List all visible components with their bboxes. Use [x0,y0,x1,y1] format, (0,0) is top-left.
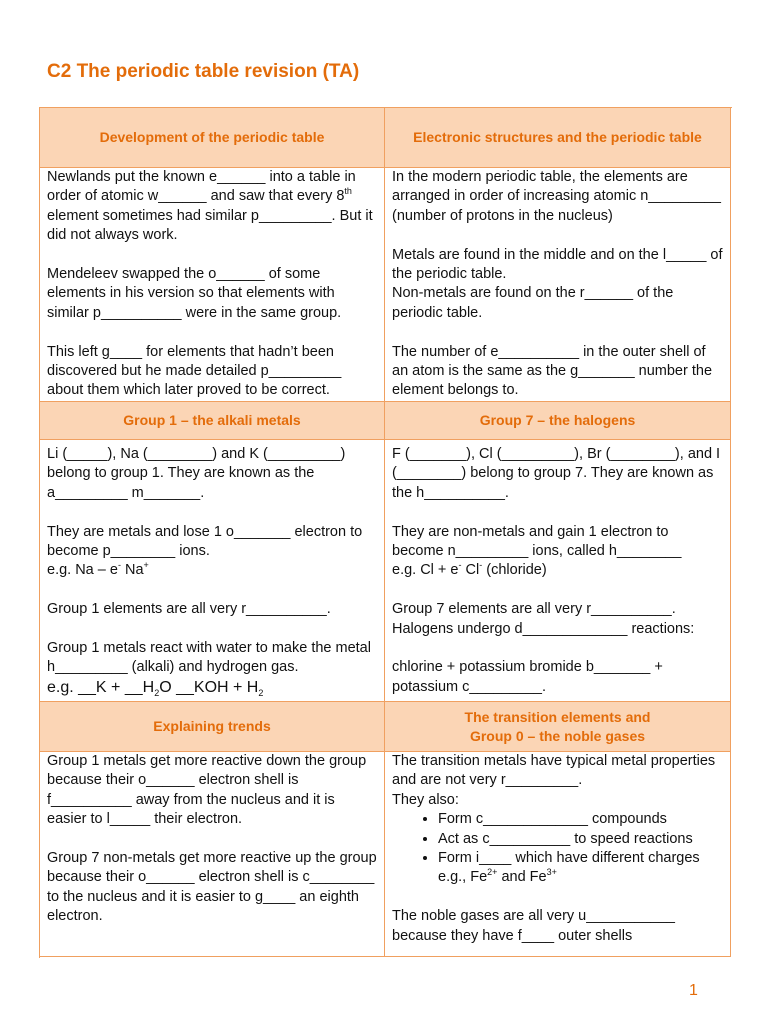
electronic-heading: Electronic structures and the periodic table [385,108,731,168]
transition-bullet-3 [438,849,724,888]
group7-heading: Group 7 – the halogens [385,402,731,440]
transition-body [385,752,731,957]
text-span: e.g. __K + __H [47,678,155,696]
group1-para-4: Group 1 metals react with water to make the metal h_________ (alkali) and hydrogen gas. [47,640,371,676]
trends-heading: Explaining trends [40,702,385,752]
superscript: - [479,560,483,571]
text-span: e.g. Cl + e [392,562,459,579]
group1-para-2: They are metals and lose 1 o_______ electron to become p________ ions. [47,523,363,560]
superscript: 2+ [487,867,498,878]
development-para-2: Mendeleev swapped the o______ of some elements in his version so that elements with similar p__________ were in the same group. [47,266,342,321]
group7-body [385,440,731,702]
text-span: O __KOH + H [159,678,259,696]
group1-equation-2 [47,678,378,697]
trends-para-2: Group 7 non-metals get more reactive up the group because their o______ electron shell is c________ to the nucleus and it is easier to g____ an eighth electron. [47,850,377,925]
revision-table [39,107,732,958]
transition-para-3: The noble gases are all very u___________ because they have f____ outer shells [392,908,675,944]
text-span: Form i____ which have different charges e.g., Fe [438,850,700,886]
trends-para-1: Group 1 metals get more reactive down the group because their o______ electron shell is f__________ away from the nucleus and it is easier to l_____ their electron. [47,753,367,828]
group7-para-4: chlorine + potassium bromide b_______ + potassium c_________. [392,659,663,695]
development-body [40,168,385,402]
text-span: (chloride) [482,562,547,579]
transition-para-2: They also: [392,791,459,808]
subscript: 2 [258,688,264,699]
development-heading: Development of the periodic table [40,108,385,168]
group1-heading: Group 1 – the alkali metals [40,402,385,440]
electronic-para-1: In the modern periodic table, the elements are arranged in order of increasing atomic n_________ (number of protons in the nucleus) [392,169,721,224]
electronic-para-2b: Non-metals are found on the r______ of the periodic table. [392,285,674,321]
group1-para-3: Group 1 elements are all very r__________. [47,601,331,618]
superscript: 3+ [546,867,557,878]
group1-para-1: Li (_____), Na (________) and K (_________) belong to group 1. They are known as the a_________ m_______. [47,446,346,501]
group7-para-2: They are non-metals and gain 1 electron to become n_________ ions, called h________ [392,523,682,560]
development-para-1 [47,168,378,246]
electronic-body [385,168,731,402]
text-span: Cl [461,562,480,579]
transition-heading [385,702,731,752]
page-title: C2 The periodic table revision (TA) [47,61,360,82]
group7-para-3b: Halogens undergo d_____________ reactions: [392,620,695,637]
transition-para-1: The transition metals have typical metal properties and are not very r_________. [392,753,716,789]
superscript: th [344,186,352,197]
electronic-para-2a: Metals are found in the middle and on the l_____ of the periodic table. [392,246,723,283]
transition-heading-line-1: The transition elements and [464,709,651,725]
subscript: 2 [154,688,160,699]
superscript: + [143,560,149,571]
text-span: element sometimes had similar p_________. But it did not always work. [47,207,373,244]
text-span: Newlands put the known e______ into a table in order of atomic w______ and saw that every 8 [47,169,356,205]
text-span: e.g. Na – e [47,562,118,579]
group1-equation-1 [47,561,378,580]
group7-equation-1 [392,561,724,580]
text-span: and Fe [497,869,547,886]
transition-bullet-1: • Form c_____________ compounds [438,810,724,829]
page-number: 1 [689,982,698,999]
group1-body [40,440,385,702]
group7-para-3a: Group 7 elements are all very r__________. [392,601,676,618]
superscript: - [458,560,462,571]
transition-heading-line-2: Group 0 – the noble gases [469,728,646,744]
transition-bullet-list [392,810,724,888]
text-span: Na [120,562,144,579]
group7-para-1: F (_______), Cl (_________), Br (________), and I (________) belong to group 7. They are known as the h__________. [392,446,721,501]
transition-bullet-2: • Act as c__________ to speed reactions [438,830,724,849]
development-para-3: This left g____ for elements that hadn’t been discovered but he made detailed p_________ about them which later proved to be correct. [47,343,342,399]
electronic-para-3: The number of e__________ in the outer shell of an atom is the same as the g_______ number the element belongs to. [392,343,713,399]
trends-body [40,752,385,957]
superscript: - [117,560,121,571]
